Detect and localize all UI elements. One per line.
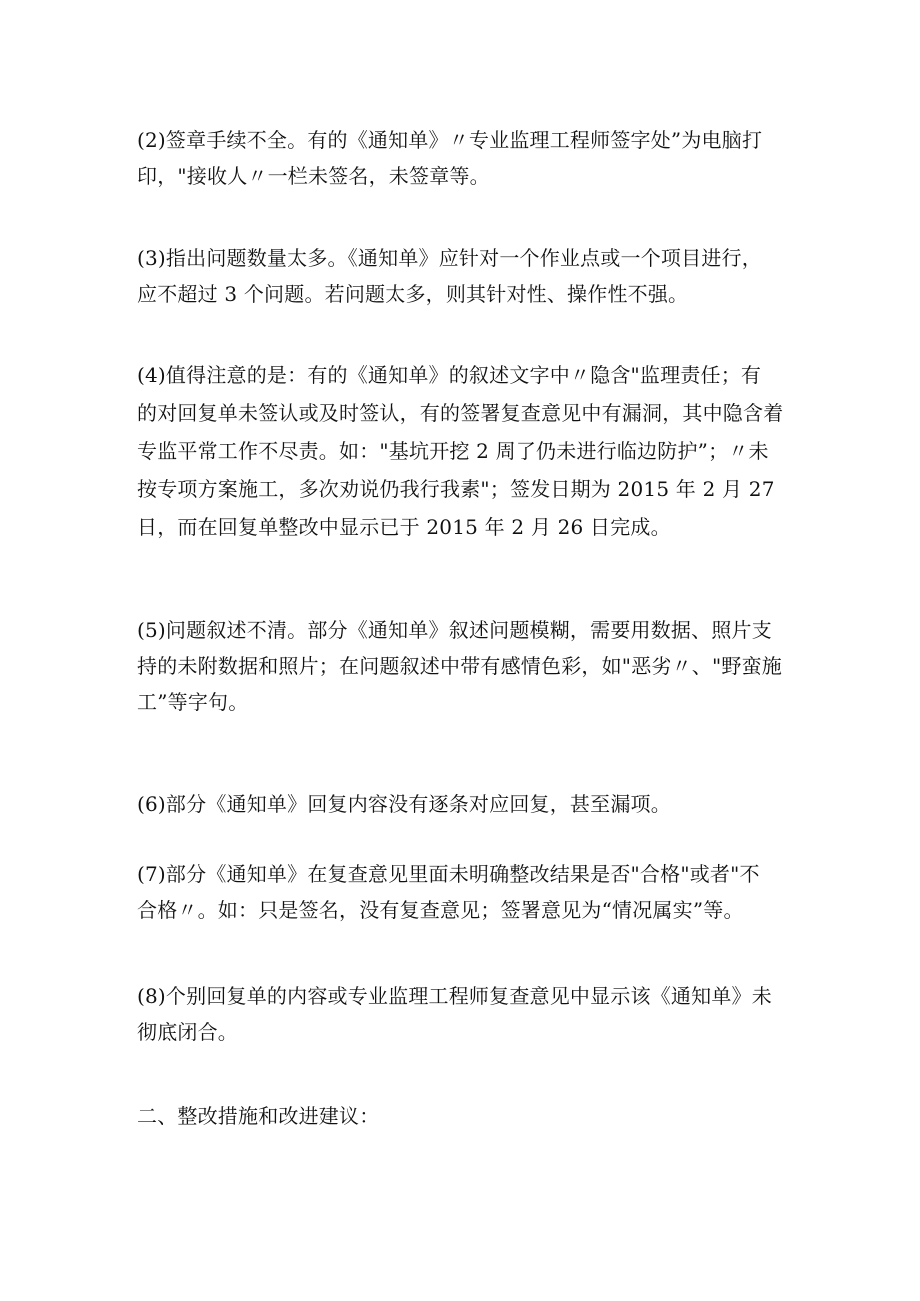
paragraph-5-unclear-description <box>137 612 787 720</box>
text-line: 按专项方案施工，多次劝说仍我行我素"；签发日期为 2015 年 2 月 27 <box>137 477 775 501</box>
text-line: (8)个别回复单的内容或专业监理工程师复查意见中显示该《通知单》未 <box>137 984 772 1008</box>
text-line: 应不超过 3 个问题。若问题太多，则其针对性、操作性不强。 <box>137 282 689 306</box>
paragraph-2-signature <box>137 122 787 194</box>
text-line: 的对回复单未签认或及时签认，有的签署复查意见中有漏洞，其中隐含着 <box>137 401 784 425</box>
text-line: (3)指出问题数量太多。《通知单》应针对一个作业点或一个项目进行， <box>137 246 762 270</box>
text-line: 日，而在回复单整改中显示已于 2015 年 2 月 26 日完成。 <box>137 515 671 539</box>
text-line: (5)问题叙述不清。部分《通知单》叙述问题模糊，需要用数据、照片支 <box>137 618 772 642</box>
text-line: (7)部分《通知单》在复查意见里面未明确整改结果是否"合格"或者"不 <box>137 862 760 886</box>
text-line: 印，"接收人〃一栏未签名，未签章等。 <box>137 164 490 188</box>
paragraph-4-notable-points <box>137 356 787 546</box>
text-line: (6)部分《通知单》回复内容没有逐条对应回复，甚至漏项。 <box>137 792 671 816</box>
section-heading: 二、整改措施和改进建议： <box>137 1104 380 1128</box>
text-line: 工”等字句。 <box>137 690 249 714</box>
text-line: 合格〃。如：只是签名，没有复查意见；签署意见为“情况属实”等。 <box>137 898 744 922</box>
paragraph-6-reply-content <box>137 786 787 822</box>
section-heading-rectification <box>137 1098 787 1134</box>
text-line: (2)签章手续不全。有的《通知单》〃专业监理工程师签字处”为电脑打 <box>137 128 763 152</box>
paragraph-3-too-many-issues <box>137 240 787 312</box>
text-line: 持的未附数据和照片；在问题叙述中带有感情色彩，如"恶劣〃、"野蛮施 <box>137 654 782 678</box>
paragraph-8-not-closed <box>137 978 787 1050</box>
paragraph-7-review-opinion <box>137 856 787 928</box>
text-line: 专监平常工作不尽责。如："基坑开挖 2 周了仍未进行临边防护”；〃未 <box>137 439 769 463</box>
text-line: 彻底闭合。 <box>137 1020 238 1044</box>
text-line: (4)值得注意的是：有的《通知单》的叙述文字中〃隐含"监理责任；有 <box>137 363 762 387</box>
